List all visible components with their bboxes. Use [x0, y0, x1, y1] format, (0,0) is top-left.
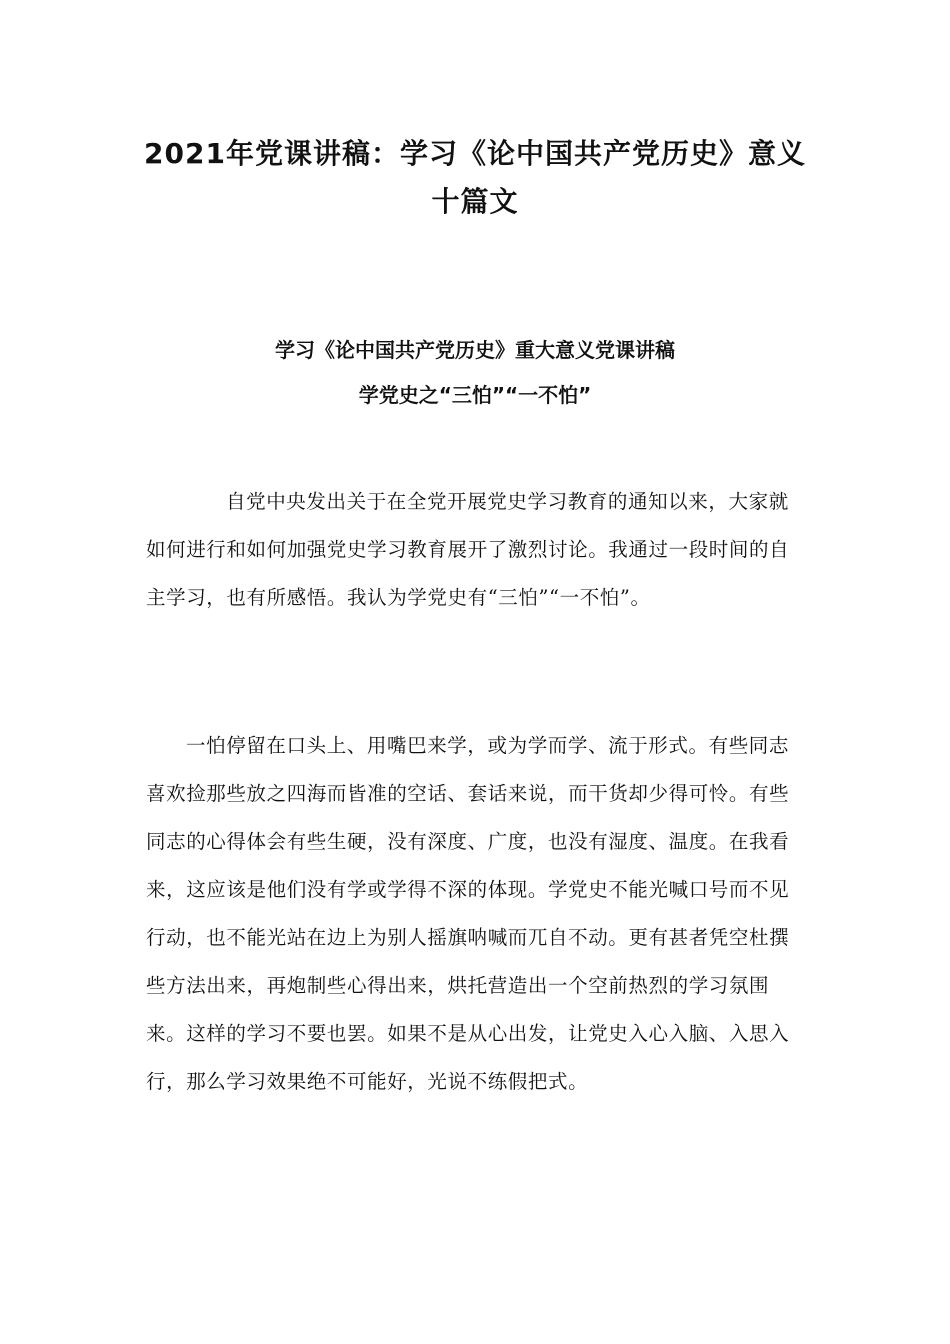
body-paragraph-1: 自党中央发出关于在全党开展党史学习教育的通知以来，大家就如何进行和如何加强党史学习教育展开了激烈讨论。我通过一段时间的自主学习，也有所感悟。我认为学党史有“三怕”“一不怕”。 — [146, 490, 790, 609]
document-title-line-2: 十篇文 — [431, 185, 519, 218]
section-subtitle: 学党史之“三怕”“一不怕” — [358, 383, 592, 407]
document-title-line-1: 2021年党课讲稿：学习《论中国共产党历史》意义 — [144, 137, 806, 170]
section-title: 学习《论中国共产党历史》重大意义党课讲稿 — [275, 338, 675, 362]
body-paragraph-2: 一怕停留在口头上、用嘴巴来学，或为学而学、流于形式。有些同志喜欢捡那些放之四海而皆准的空话、套话来说，而干货却少得可怜。有些同志的心得体会有些生硬，没有深度、广度，也没有湿度、温度。在我看来，这应该是他们没有学或学得不深的体现。学党史不能光喊口号而不见行动，也不能光站在边上为别人摇旗呐喊而兀自不动。更有甚者凭空杜撰些方法出来，再炮制些心得出来，烘托营造出一个空前热烈的学习氛围来。这样的学习不要也罢。如果不是从心出发，让党史入心入脑、入思入行，那么学习效果绝不可能好，光说不练假把式。 — [146, 734, 790, 1093]
